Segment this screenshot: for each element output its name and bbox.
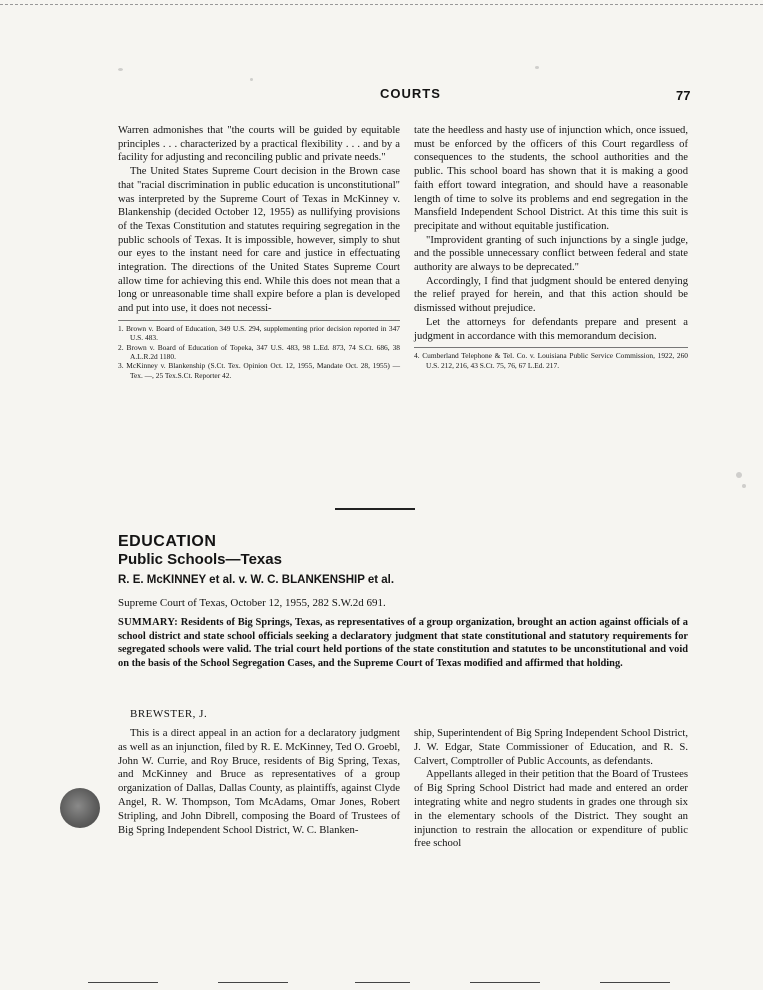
case-citation: Supreme Court of Texas, October 12, 1955, 282 S.W.2d 691.: [118, 597, 386, 609]
footnote: 3. McKinney v. Blankenship (S.Ct. Tex. Opinion Oct. 12, 1955, Mandate Oct. 28, 1955) — Tex. —, 25 Tex.S.Ct. Reporter 42.: [118, 361, 400, 380]
bottom-rule: [88, 982, 158, 983]
footnote: 1. Brown v. Board of Education, 349 U.S. 294, supplementing prior decision reported in 347 U.S. 483.: [118, 323, 400, 343]
footnote: 2. Brown v. Board of Education of Topeka, 347 U.S. 483, 98 L.Ed. 873, 74 S.Ct. 686, 38 A.L.R.2d 1180.: [118, 342, 400, 362]
section-subheading: Public Schools—Texas: [118, 551, 282, 568]
paragraph: Warren admonishes that "the courts will be guided by equitable principles . . . characterized by a practical flexibility . . . and by a facility for adjusting and reconciling public and private needs.": [118, 125, 400, 164]
top-right-column: [414, 124, 688, 370]
footnotes: [118, 320, 400, 380]
paragraph: Appellants alleged in their petition that the Board of Trustees of Big Spring School District had made and entered an order integrating white and negro students in grades one through six in the elementary schools of the District. They sought an injunction to restrain the allocation or expenditure of public free school: [414, 768, 688, 850]
bottom-rule: [600, 982, 670, 983]
section-heading: EDUCATION: [118, 533, 217, 550]
summary-label: SUMMARY:: [118, 617, 178, 628]
bottom-rule: [218, 982, 288, 983]
paragraph: This is a direct appeal in an action for a declaratory judgment as well as an injunction, filed by R. E. McKinney, Ted O. Groebl, John W. Currie, and Roy Bruce, residents of Big Spring, Texas, and McKinney and Bruce as representatives of a group organization of Dallas, Dallas County, as plaintiffs, against Clyde Angel, R. W. Thompson, Tom McAdams, Omar Jones, Robert Stripling, and John Dibrell, composing the Board of Trustees of Big Spring Independent School District, W. C. Blanken-: [118, 727, 400, 836]
scan-speckle: [742, 484, 746, 488]
bottom-rule: [355, 982, 410, 983]
paragraph: Let the attorneys for defendants prepare and present a judgment in accordance with this memorandum decision.: [414, 316, 688, 342]
paragraph: ship, Superintendent of Big Spring Independent School District, J. W. Edgar, State Commissioner of Education, and R. S. Calvert, Comptroller of Public Accounts, as defendants.: [414, 727, 688, 767]
scan-speckle: [118, 68, 123, 71]
scan-speckle: [535, 66, 539, 69]
page-number: 77: [676, 88, 691, 103]
footnote: 4. Cumberland Telephone & Tel. Co. v. Louisiana Public Service Commission, 1922, 260 U.S. 212, 216, 43 S.Ct. 75, 76, 67 L.Ed. 217.: [414, 351, 688, 370]
bottom-left-column: [118, 727, 400, 837]
judge-name: BREWSTER, J.: [130, 708, 208, 720]
case-title: R. E. McKINNEY et al. v. W. C. BLANKENSHIP et al.: [118, 574, 395, 586]
paragraph: The United States Supreme Court decision in the Brown case that "racial discrimination in public education is unconstitutional" was interpreted by the Supreme Court of Texas in McKinney v. Blankenship (decided October 12, 1955) as nullifying provisions of the Texas Constitution and statutes requiring segregation in the public schools of Texas. It is impossible, however, simply to shut our eyes to the instant need for care and justice in effectuating integration. The directions of the United States Supreme Court allow time for achieving this end. While this does not mean that a long or unreasonable time shall expire before a plan is developed and put into use, it does not necessi-: [118, 166, 400, 315]
page-edge-dots: [0, 4, 763, 6]
paragraph: Accordingly, I find that judgment should be entered denying the relief prayed for herein, and that this action should be dismissed without prejudice.: [414, 275, 688, 315]
scan-speckle: [736, 472, 742, 478]
summary-text: Residents of Big Springs, Texas, as representatives of a group organization, brought an action against officials of a school district and state school officials seeking a declaratory judgment that state constitutional and statutory requirements for segregated schools were valid. The trial court held portions of the state constitution and statutes to be unconstitutional and void on the basis of the School Segregation Cases, and the Supreme Court of Texas modified and affirmed that holding.: [118, 617, 688, 670]
bottom-rule: [470, 982, 540, 983]
scan-speckle: [250, 78, 253, 81]
bottom-right-column: [414, 727, 688, 851]
running-head: COURTS: [380, 86, 441, 101]
paragraph: tate the heedless and hasty use of injunction which, once issued, must be enforced by the officers of this Court regardless of consequences to the students, the school authorities and the public. This school board has shown that it is making a good faith effort toward integration, and should have a reasonable length of time to solve its problems and end segregation in the Mansfield Independent School District. At this time this suit is precipitate and without equitable justification.: [414, 125, 688, 232]
top-left-column: [118, 124, 400, 380]
hole-punch-mark: [60, 788, 100, 828]
paragraph: "Improvident granting of such injunctions by a single judge, and the possible unnecessary conflict between federal and state authority are always to be deprecated.": [414, 234, 688, 274]
section-divider: [335, 508, 415, 510]
case-summary: [118, 616, 688, 671]
footnotes: [414, 347, 688, 370]
